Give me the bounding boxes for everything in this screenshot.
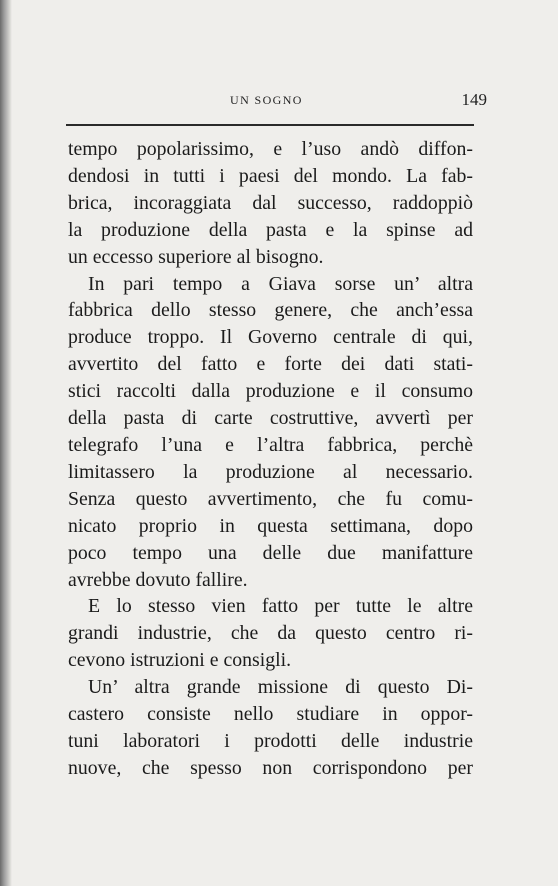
text-line: telegrafo l’una e l’altra fabbrica, perchè (68, 433, 473, 456)
text-line: dendosi in tutti i paesi del mondo. La fab- (68, 164, 473, 187)
text-line: grandi industrie, che da questo centro ri- (68, 622, 473, 645)
text-line: Un’ altra grande missione di questo Di- (88, 676, 473, 699)
text-line: fabbrica dello stesso genere, che anch’essa (68, 299, 473, 322)
text-line: la produzione della pasta e la spinse ad (68, 218, 473, 241)
text-line: E lo stesso vien fatto per tutte le altre (88, 595, 473, 618)
body-text (68, 136, 473, 782)
text-line: cevono istruzioni e consigli. (68, 649, 292, 672)
text-line: tempo popolarissimo, e l’uso andò diffon- (68, 138, 473, 160)
text-line: brica, incoraggiata dal successo, raddoppiò (68, 191, 473, 214)
text-line: un eccesso superiore al bisogno. (68, 245, 324, 268)
text-line: limitassero la produzione al necessario. (68, 460, 473, 483)
text-line: Senza questo avvertimento, che fu comu- (68, 487, 473, 510)
text-line: nicato proprio in questa settimana, dopo (68, 514, 473, 537)
text-line: In pari tempo a Giava sorse un’ altra (88, 272, 473, 295)
text-line: stici raccolti dalla produzione e il consumo (68, 380, 473, 403)
text-line: avvertito del fatto e forte dei dati stati- (68, 353, 473, 376)
text-line: nuove, che spesso non corrispondono per (68, 756, 473, 779)
text-line: tuni laboratori i prodotti delle industrie (68, 729, 473, 752)
text-line: poco tempo una delle due manifatture (68, 541, 473, 564)
running-title: UN SOGNO (230, 93, 303, 107)
text-line: produce troppo. Il Governo centrale di qui, (68, 326, 473, 349)
header-rule (66, 124, 474, 126)
text-line: avrebbe dovuto fallire. (68, 568, 248, 591)
text-line: castero consiste nello studiare in oppor- (68, 703, 473, 726)
page-number: 149 (461, 90, 487, 109)
text-line: della pasta di carte costruttive, avvertì per (68, 407, 473, 430)
binding-edge (0, 0, 12, 886)
